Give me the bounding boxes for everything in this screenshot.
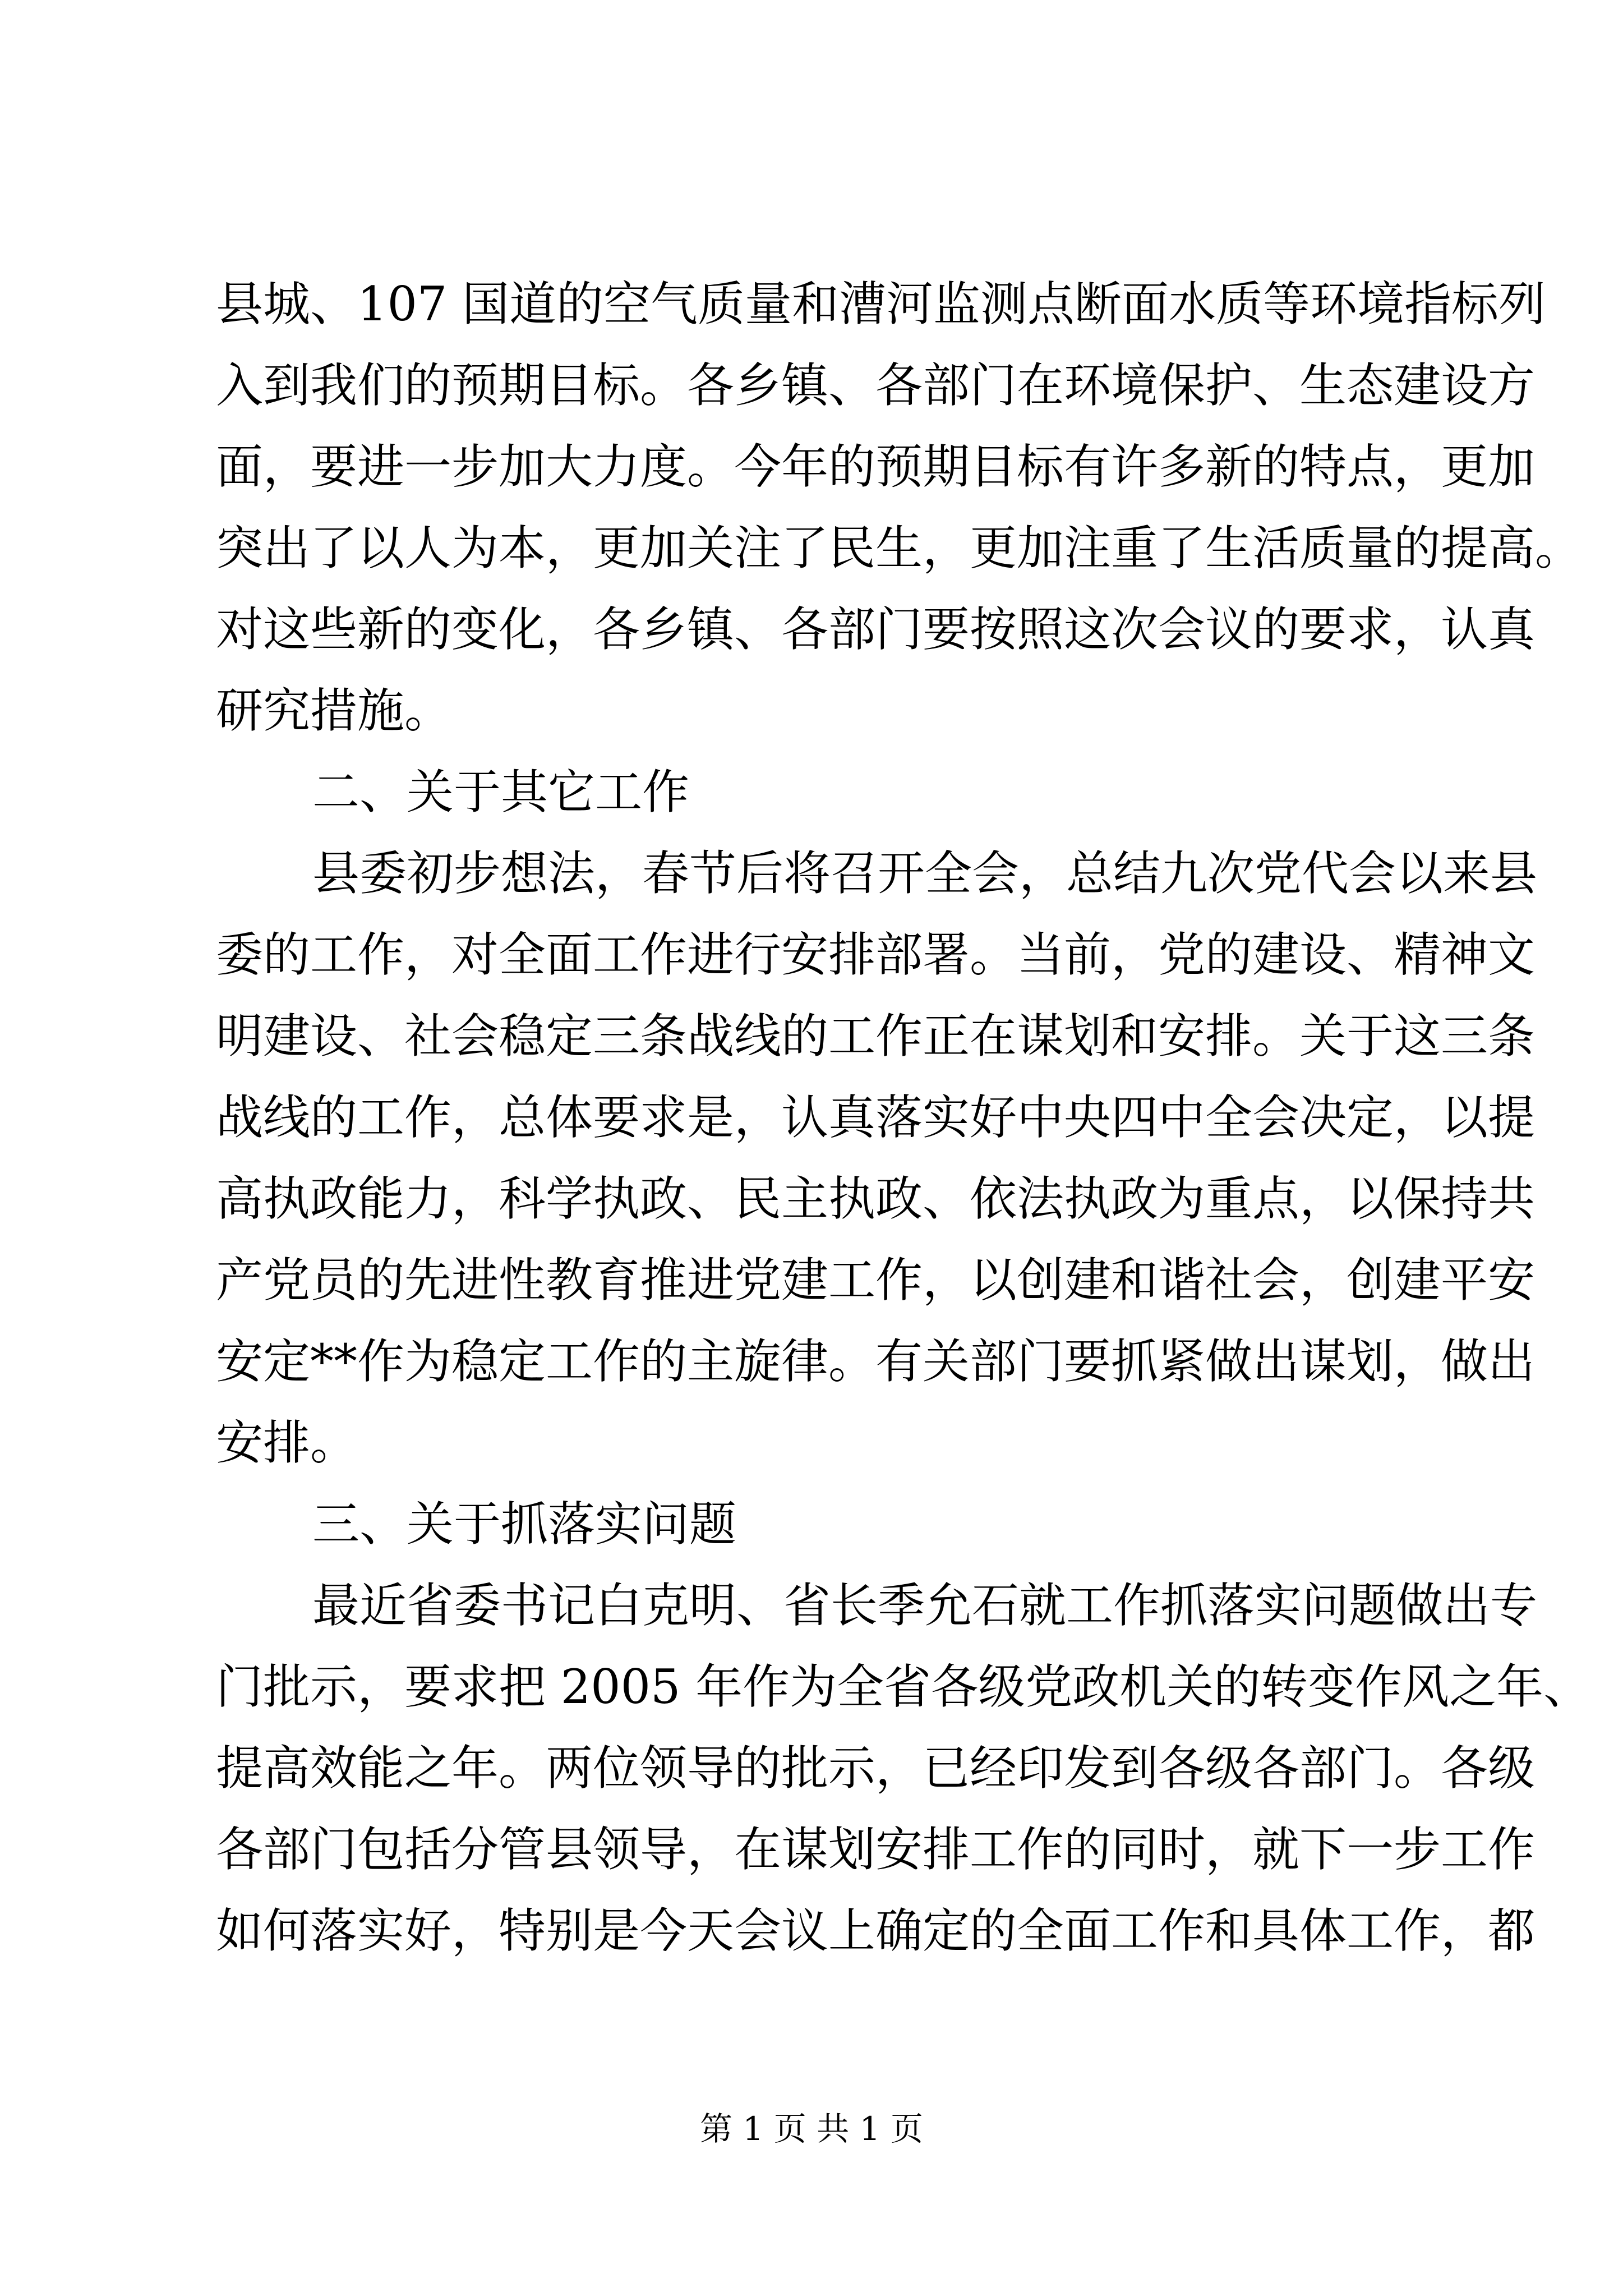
text-line: 对这些新的变化，各乡镇、各部门要按照这次会议的要求，认真 bbox=[216, 602, 1536, 657]
text-line: 战线的工作，总体要求是，认真落实好中央四中全会决定，以提 bbox=[216, 1090, 1536, 1145]
text-line: 入到我们的预期目标。各乡镇、各部门在环境保护、生态建设方 bbox=[216, 358, 1536, 413]
text-line: 委的工作，对全面工作进行安排部署。当前，党的建设、精神文 bbox=[216, 927, 1536, 982]
section-heading: 二、关于其它工作 bbox=[312, 765, 690, 820]
text-line: 门批示，要求把 2005 年作为全省各级党政机关的转变作风之年、 bbox=[216, 1659, 1591, 1714]
text-line: 县城、107 国道的空气质量和漕河监测点断面水质等环境指标列 bbox=[216, 277, 1546, 332]
text-line: 安排。 bbox=[216, 1415, 358, 1470]
text-line: 高执政能力，科学执政、民主执政、依法执政为重点，以保持共 bbox=[216, 1171, 1536, 1226]
text-line: 县委初步想法，春节后将召开全会，总结九次党代会以来县 bbox=[312, 846, 1538, 901]
text-line: 安定**作为稳定工作的主旋律。有关部门要抓紧做出谋划，做出 bbox=[216, 1334, 1536, 1389]
text-line: 提高效能之年。两位领导的批示，已经印发到各级各部门。各级 bbox=[216, 1741, 1536, 1796]
text-line: 面，要进一步加大力度。今年的预期目标有许多新的特点，更加 bbox=[216, 439, 1536, 494]
text-line: 突出了以人为本，更加关注了民生，更加注重了生活质量的提高。 bbox=[216, 521, 1583, 576]
text-line: 产党员的先进性教育推进党建工作，以创建和谐社会，创建平安 bbox=[216, 1253, 1536, 1308]
text-line: 明建设、社会稳定三条战线的工作正在谋划和安排。关于这三条 bbox=[216, 1009, 1536, 1064]
text-line: 最近省委书记白克明、省长季允石就工作抓落实问题做出专 bbox=[312, 1578, 1538, 1633]
text-line: 研究措施。 bbox=[216, 683, 452, 738]
page-number-footer: 第 1 页 共 1 页 bbox=[700, 2110, 923, 2148]
text-line: 各部门包括分管县领导，在谋划安排工作的同时，就下一步工作 bbox=[216, 1822, 1536, 1877]
text-line: 如何落实好，特别是今天会议上确定的全面工作和具体工作，都 bbox=[216, 1903, 1536, 1958]
document-body bbox=[216, 264, 1591, 1972]
section-heading: 三、关于抓落实问题 bbox=[312, 1497, 737, 1552]
